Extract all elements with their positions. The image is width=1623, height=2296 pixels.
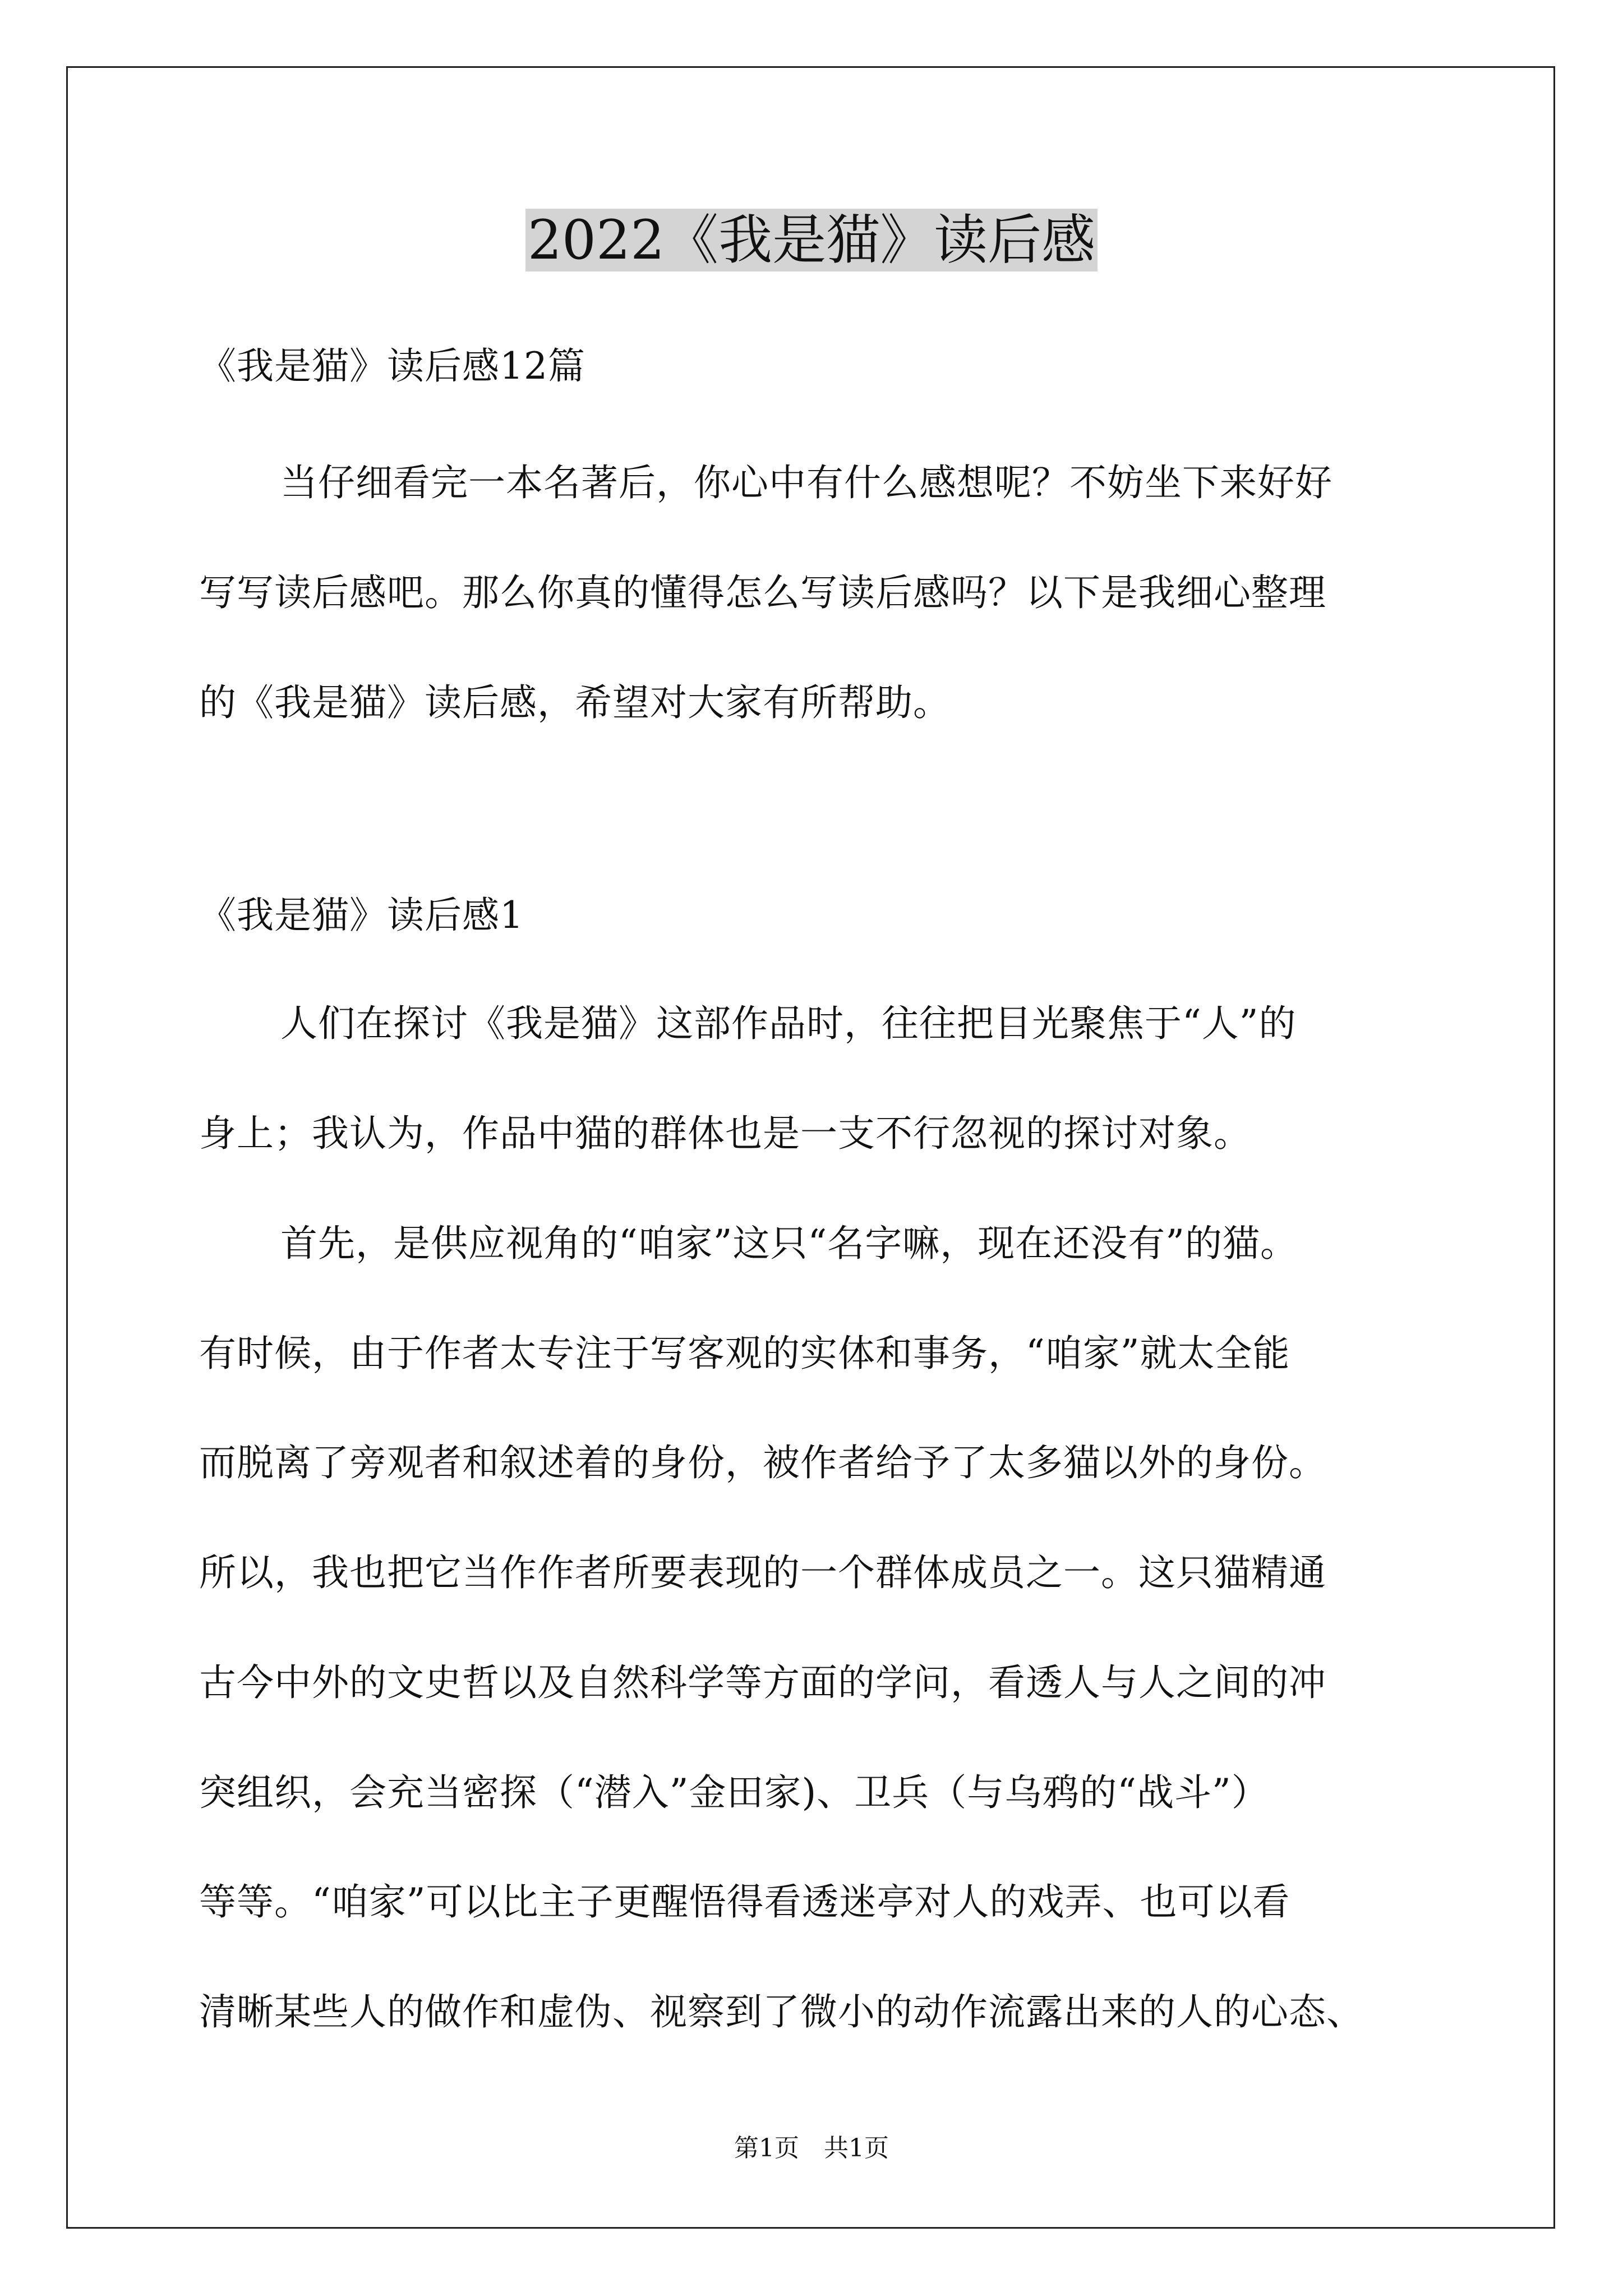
body-line: 古今中外的文史哲以及自然科学等方面的学问，看透人与人之间的冲 (199, 1661, 1326, 1704)
document-title: 2022《我是猫》读后感 (0, 201, 1623, 279)
intro-line: 写写读后感吧。那么你真的懂得怎么写读后感吗？以下是我细心整理 (199, 571, 1326, 614)
body-line: 清晰某些人的做作和虚伪、视察到了微小的动作流露出来的人的心态、 (199, 1990, 1364, 2033)
body-line: 有时候，由于作者太专注于写客观的实体和事务，“咱家”就太全能 (199, 1332, 1290, 1375)
page-footer: 第1页 共1页 (734, 2134, 889, 2162)
intro-line: 的《我是猫》读后感，希望对大家有所帮助。 (199, 681, 951, 724)
section-heading: 《我是猫》读后感1 (199, 894, 524, 937)
document-subtitle: 《我是猫》读后感12篇 (199, 344, 585, 388)
intro-line: 当仔细看完一本名著后，你心中有什么感想呢？不妨坐下来好好 (280, 461, 1332, 504)
body-line: 人们在探讨《我是猫》这部作品时，往往把目光聚焦于“人”的 (280, 1002, 1297, 1045)
body-line: 等等。“咱家”可以比主子更醒悟得看透迷亭对人的戏弄、也可以看 (199, 1880, 1290, 1924)
body-line: 身上；我认为，作品中猫的群体也是一支不行忽视的探讨对象。 (199, 1112, 1251, 1155)
body-line: 所以，我也把它当作作者所要表现的一个群体成员之一。这只猫精通 (199, 1551, 1326, 1594)
body-line: 突组织，会充当密探（“潜入”金田家)、卫兵（与乌鸦的“战斗”） (199, 1771, 1269, 1814)
body-line: 而脱离了旁观者和叙述着的身份，被作者给予了太多猫以外的身份。 (199, 1441, 1326, 1484)
body-line: 首先，是供应视角的“咱家”这只“名字嘛，现在还没有”的猫。 (280, 1222, 1298, 1265)
